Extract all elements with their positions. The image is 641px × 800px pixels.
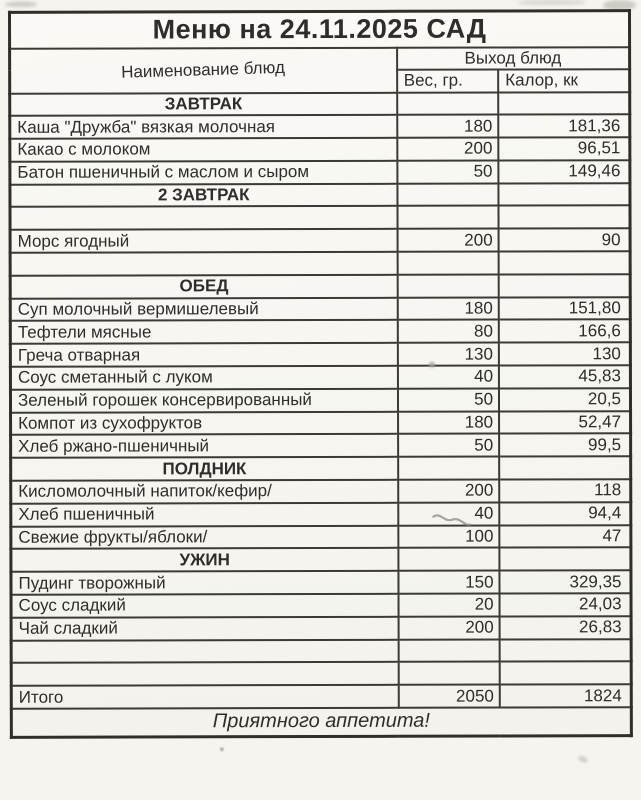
empty-row [11, 662, 631, 686]
calories-cell [499, 251, 630, 274]
weight-cell: 20 [398, 594, 500, 617]
weight-cell [398, 639, 500, 662]
weight-cell [397, 274, 499, 297]
dish-name-cell: Пудинг творожный [11, 571, 398, 595]
weight-cell [397, 252, 499, 275]
weight-cell: 50 [397, 160, 499, 183]
item-row [10, 160, 630, 184]
weight-cell: 40 [398, 502, 500, 525]
calories-cell [498, 92, 629, 115]
calories-cell: 26,83 [500, 616, 631, 639]
section-row [11, 548, 631, 572]
calories-cell [499, 206, 630, 229]
weight-cell: 100 [398, 525, 500, 548]
weight-cell [397, 92, 499, 115]
col-header-name-label: Наименование блюд [121, 57, 286, 82]
weight-cell: 180 [398, 411, 500, 434]
section-row [10, 274, 630, 298]
dish-name-cell: Тефтели мясные [10, 320, 397, 344]
weight-cell: 200 [397, 229, 499, 252]
dish-name-cell: Кисломолочный напиток/кефир/ [11, 480, 398, 504]
weight-cell: 200 [398, 480, 500, 503]
weight-cell [398, 662, 500, 685]
weight-cell: 50 [398, 434, 500, 457]
calories-cell: 52,47 [499, 411, 630, 434]
weight-cell [398, 548, 500, 571]
item-row [10, 365, 630, 389]
scan-artifact [5, 2, 37, 7]
scan-artifact [518, 0, 586, 5]
weight-cell: 50 [398, 388, 500, 411]
weight-cell: 180 [397, 297, 499, 320]
calories-cell [499, 548, 630, 571]
menu-table-foot [11, 707, 631, 737]
pen-mark-dot [220, 747, 224, 751]
calories-cell: 96,51 [498, 137, 629, 160]
weight-cell: 130 [397, 343, 499, 366]
header-row-group [10, 47, 630, 71]
dish-name-cell [10, 252, 397, 276]
calories-cell [500, 639, 631, 662]
dish-name-cell: Хлеб ржано-пшеничный [11, 434, 398, 458]
footer-row [11, 707, 631, 737]
calories-cell: 47 [499, 525, 630, 548]
item-row [11, 502, 631, 526]
weight-cell [397, 183, 499, 206]
dish-name-cell [10, 206, 397, 230]
dish-name-cell: Итого [11, 685, 398, 709]
section-row [10, 183, 630, 207]
col-header-name [10, 47, 397, 93]
calories-cell: 151,80 [499, 297, 630, 320]
dish-name-cell: Суп молочный вермишелевый [10, 297, 397, 321]
calories-cell: 149,46 [498, 160, 629, 183]
dish-name-cell: ПОЛДНИК [11, 457, 398, 481]
calories-cell: 20,5 [499, 388, 630, 411]
col-header-calories: Калор, кк [498, 69, 629, 92]
item-row [11, 525, 631, 549]
dish-name-cell: ЗАВТРАК [10, 92, 397, 116]
calories-cell: 130 [499, 342, 630, 365]
dish-name-cell: Соус сладкий [11, 594, 398, 618]
menu-table-head [9, 11, 629, 94]
item-row [10, 297, 630, 321]
page-title: Меню на 24.11.2025 САД [9, 11, 629, 49]
calories-cell: 45,83 [499, 365, 630, 388]
dish-name-cell [11, 639, 398, 663]
section-row [11, 456, 631, 480]
calories-cell: 90 [499, 228, 630, 251]
weight-cell: 150 [398, 571, 500, 594]
calories-cell [500, 662, 631, 685]
weight-cell: 200 [397, 138, 499, 161]
dish-name-cell: Батон пшеничный с маслом и сыром [10, 161, 397, 185]
item-row [11, 593, 631, 617]
weight-cell: 40 [397, 366, 499, 389]
dish-name-cell: Чай сладкий [11, 617, 398, 641]
dish-name-cell: ОБЕД [10, 275, 397, 299]
item-row [11, 411, 631, 435]
weight-cell [398, 457, 500, 480]
dish-name-cell: УЖИН [11, 548, 398, 572]
calories-cell: 166,6 [499, 320, 630, 343]
dish-name-cell [11, 662, 398, 686]
title-row [9, 11, 629, 49]
calories-cell: 94,4 [499, 502, 630, 525]
weight-cell: 2050 [398, 685, 500, 708]
item-row [10, 114, 630, 138]
col-header-weight: Вес, гр. [397, 69, 499, 92]
item-row [10, 228, 630, 252]
dish-name-cell: Хлеб пшеничный [11, 503, 398, 527]
dish-name-cell: Греча отварная [10, 343, 397, 367]
pen-mark-dot [577, 754, 589, 764]
dish-name-cell: Какао с молоком [10, 138, 397, 162]
dish-name-cell: Соус сметанный с луком [10, 366, 397, 390]
pen-mark-dot [429, 362, 435, 368]
pen-mark-squiggle [431, 510, 473, 534]
dish-name-cell: 2 ЗАВТРАК [10, 183, 397, 207]
calories-cell: 118 [499, 479, 630, 502]
calories-cell: 181,36 [498, 114, 629, 137]
section-row [10, 92, 630, 116]
menu-table-body [10, 92, 632, 709]
dish-name-cell: Каша "Дружба" вязкая молочная [10, 115, 397, 139]
total-row [11, 684, 631, 708]
empty-row [11, 639, 631, 663]
weight-cell [397, 206, 499, 229]
calories-cell: 329,35 [500, 570, 631, 593]
item-row [11, 479, 631, 503]
calories-cell [499, 183, 630, 206]
item-row [10, 320, 630, 344]
weight-cell: 200 [398, 616, 500, 639]
weight-cell: 180 [397, 115, 499, 138]
dish-name-cell: Морс ягодный [10, 229, 397, 253]
empty-row [10, 251, 630, 275]
col-header-output: Выход блюд [397, 47, 630, 70]
item-row [11, 434, 631, 458]
dish-name-cell: Свежие фрукты/яблоки/ [11, 525, 398, 549]
calories-cell: 1824 [500, 684, 631, 707]
item-row [11, 616, 631, 640]
calories-cell [499, 456, 630, 479]
item-row [11, 570, 631, 594]
footer-note: Приятного аппетита! [11, 707, 631, 737]
calories-cell [499, 274, 630, 297]
item-row [10, 137, 630, 161]
calories-cell: 24,03 [500, 593, 631, 616]
weight-cell: 80 [397, 320, 499, 343]
empty-row [10, 206, 630, 230]
item-row [10, 342, 630, 366]
item-row [10, 388, 630, 412]
dish-name-cell: Зеленый горошек консервированный [10, 389, 397, 413]
calories-cell: 99,5 [499, 434, 630, 457]
menu-table [8, 9, 633, 738]
dish-name-cell: Компот из сухофруктов [11, 411, 398, 435]
